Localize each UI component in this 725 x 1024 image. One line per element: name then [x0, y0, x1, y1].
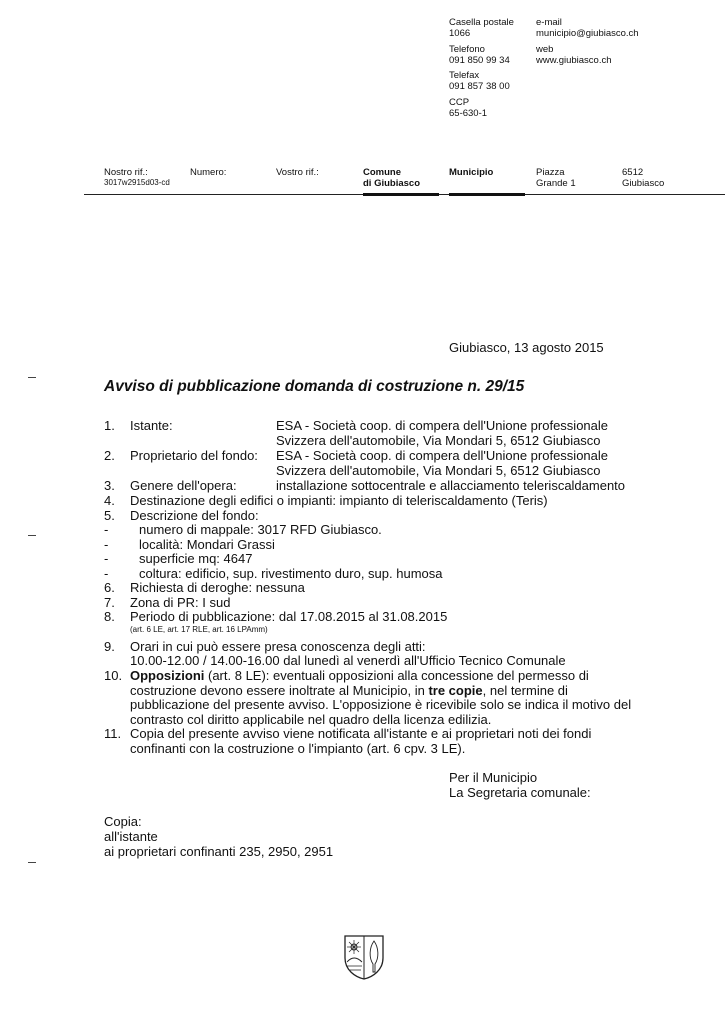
contact-fax: [449, 70, 510, 92]
our-ref-value: 3017w2915d03-cd: [104, 178, 170, 187]
item-label: Periodo di pubblicazione: dal 17.08.2015 al 31.08.2015: [130, 609, 448, 624]
item-number: 9.: [104, 639, 115, 654]
your-ref-label: Vostro rif.:: [276, 167, 319, 178]
contact-postbox-value: 1066: [449, 28, 471, 39]
comune-label: [363, 167, 420, 189]
contact-fax-label: Telefax: [449, 70, 480, 81]
item-label: Istante:: [130, 418, 173, 433]
item-label: Richiesta di deroghe: nessuna: [130, 580, 305, 595]
address-block: [536, 167, 576, 189]
page-title: Avviso di pubblicazione domanda di costruzione n. 29/15: [104, 378, 525, 395]
comune-line1: Comune: [363, 167, 401, 178]
contact-email-value[interactable]: municipio@giubiasco.ch: [536, 28, 639, 39]
contact-postbox: [449, 17, 514, 39]
item-number: 5.: [104, 508, 115, 523]
copy-line2: ai proprietari confinanti 235, 2950, 2951: [104, 844, 334, 859]
item-number: 8.: [104, 609, 115, 624]
fold-mark-middle: [28, 535, 36, 536]
contact-phone-label: Telefono: [449, 44, 485, 55]
number-label: Numero:: [190, 167, 227, 178]
contact-ccp-label: CCP: [449, 97, 470, 108]
sub-item-text: località: Mondari Grassi: [139, 537, 275, 552]
sub-item-dash: -: [104, 522, 109, 537]
municipio-label: Municipio: [449, 167, 494, 178]
city-block: [622, 167, 664, 189]
contact-email: [536, 17, 639, 39]
address-line2: Grande 1: [536, 178, 576, 189]
item-value: Svizzera dell'automobile, Via Mondari 5, 6512 Giubiasco: [276, 463, 601, 478]
zip-code: 6512: [622, 167, 644, 178]
sub-item-text: superficie mq: 4647: [139, 551, 253, 566]
tre-copie-bold: tre copie: [428, 683, 483, 698]
copy-line1: all'istante: [104, 829, 158, 844]
item-label: Copia del presente avviso viene notificata all'istante e ai proprietari noti dei fondi: [130, 726, 592, 741]
item-value: installazione sottocentrale e allacciamento teleriscaldamento: [276, 478, 626, 493]
contact-ccp: [449, 97, 487, 119]
copy-label: Copia:: [104, 814, 142, 829]
item-number: 4.: [104, 493, 115, 508]
sub-item-dash: -: [104, 537, 109, 552]
item-label: 10.00-12.00 / 14.00-16.00 dal lunedì al venerdì all'Ufficio Tecnico Comunale: [130, 653, 566, 668]
item-number: 11.: [104, 726, 122, 741]
comune-line2: di Giubiasco: [363, 178, 421, 189]
item-value: ESA - Società coop. di compera dell'Unione professionale: [276, 418, 609, 433]
opposizioni-text: costruzione devono essere inoltrate al Municipio, in: [130, 683, 429, 698]
address-line1: Piazza: [536, 167, 565, 178]
fold-mark-bottom: [28, 862, 36, 863]
item-label: [130, 683, 568, 698]
item-label: contrasto col diritto applicabile nel quadro della licenza edilizia.: [130, 712, 492, 727]
comune-underline: [363, 193, 439, 196]
opposizioni-bold: Opposizioni: [130, 668, 205, 683]
item-label: Proprietario del fondo:: [130, 448, 258, 463]
contact-email-label: e-mail: [536, 17, 562, 28]
contact-web: [536, 44, 612, 66]
municipio-underline: [449, 193, 525, 196]
item-label: pubblicazione del presente avviso. L'opposizione è ricevibile solo se indica il motivo del: [130, 697, 632, 712]
city-name: Giubiasco: [622, 178, 665, 189]
item-number: 2.: [104, 448, 115, 463]
copy-block: [104, 814, 333, 859]
coat-of-arms-icon: [343, 934, 385, 980]
signature-block: [449, 770, 591, 800]
item-value: Svizzera dell'automobile, Via Mondari 5, 6512 Giubiasco: [276, 433, 601, 448]
signature-line1: Per il Municipio: [449, 770, 538, 785]
item-label: Orari in cui può essere presa conoscenza degli atti:: [130, 639, 426, 654]
fold-mark-top: [28, 377, 36, 378]
contact-ccp-value: 65-630-1: [449, 108, 488, 119]
contact-fax-value: 091 857 38 00: [449, 81, 510, 92]
item-number: 3.: [104, 478, 115, 493]
contact-phone-value: 091 850 99 34: [449, 55, 510, 66]
item-label: Genere dell'opera:: [130, 478, 237, 493]
item-label: [130, 668, 589, 683]
contact-web-value[interactable]: www.giubiasco.ch: [536, 55, 612, 66]
item-value: ESA - Società coop. di compera dell'Unione professionale: [276, 448, 609, 463]
our-ref-label: Nostro rif.:: [104, 167, 148, 178]
sub-item-text: coltura: edificio, sup. rivestimento duro, sup. humosa: [139, 566, 443, 581]
item-number: 6.: [104, 580, 115, 595]
item-note: (art. 6 LE, art. 17 RLE, art. 16 LPAmm): [130, 625, 268, 634]
opposizioni-text: (art. 8 LE): eventuali opposizioni alla concessione del permesso di: [204, 668, 589, 683]
signature-line2: La Segretaria comunale:: [449, 785, 591, 800]
sub-item-dash: -: [104, 551, 109, 566]
item-label: confinanti con la costruzione o l'impianto (art. 6 cpv. 3 LE).: [130, 741, 466, 756]
item-number: 7.: [104, 595, 115, 610]
item-number: 1.: [104, 418, 115, 433]
item-label: Descrizione del fondo:: [130, 508, 259, 523]
contact-phone: [449, 44, 510, 66]
item-number: 10.: [104, 668, 123, 683]
item-label: Zona di PR: I sud: [130, 595, 231, 610]
date-line: Giubiasco, 13 agosto 2015: [449, 340, 604, 355]
item-label: Destinazione degli edifici o impianti: impianto di teleriscaldamento (Teris): [130, 493, 548, 508]
contact-web-label: web: [536, 44, 554, 55]
sub-item-dash: -: [104, 566, 109, 581]
contact-postbox-label: Casella postale: [449, 17, 514, 28]
sub-item-text: numero di mappale: 3017 RFD Giubiasco.: [139, 522, 382, 537]
opposizioni-text: , nel termine di: [482, 683, 568, 698]
